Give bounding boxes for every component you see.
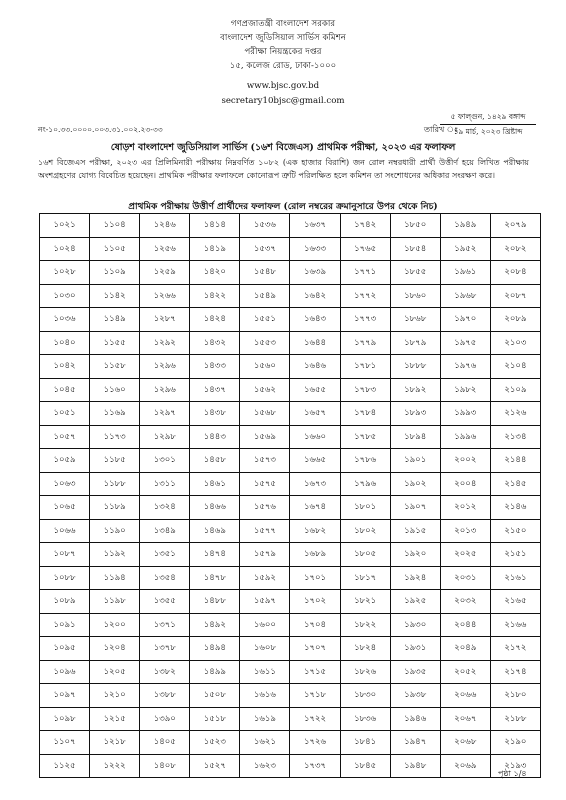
roll-number-cell: ১০২৪: [40, 237, 90, 261]
roll-number-cell: ১৩৪৯: [140, 519, 190, 543]
roll-number-cell: ১৯০২: [390, 472, 440, 496]
roll-number-cell: ১০৮৯: [40, 590, 90, 614]
roll-number-cell: ১৪৬৬: [190, 496, 240, 520]
roll-number-cell: ১৮৩৬: [340, 707, 390, 731]
table-row: [40, 355, 541, 379]
roll-number-cell: ১৬০৮: [240, 637, 290, 661]
roll-number-cell: ১৯৩০: [390, 613, 440, 637]
roll-number-cell: ১৮২১: [340, 590, 390, 614]
roll-number-cell: ২১৫০: [490, 519, 540, 543]
roll-number-cell: ১০৬৩: [40, 472, 90, 496]
roll-number-cell: ১৭০৪: [290, 613, 340, 637]
roll-number-cell: ১১৯৪: [90, 566, 140, 590]
roll-number-cell: ২১৩৪: [490, 425, 540, 449]
roll-number-cell: ১৭৯৬: [340, 472, 390, 496]
table-row: [40, 261, 541, 285]
roll-number-cell: ২১০৯: [490, 378, 540, 402]
roll-number-cell: ১৮৭৯: [390, 331, 440, 355]
roll-number-cell: ১৭০২: [290, 590, 340, 614]
roll-number-cell: ১৫১৮: [190, 707, 240, 731]
roll-number-cell: ১৯৭৬: [440, 355, 490, 379]
roll-number-cell: ১০৮৮: [40, 566, 90, 590]
table-row: [40, 449, 541, 473]
roll-number-cell: ১৯৫২: [440, 237, 490, 261]
table-caption: প্রাথমিক পরীক্ষায় উত্তীর্ণ প্রার্থীদের ফলাফল (রোল নম্বরের ক্রমানুসারে উপর থেকে নিচ): [128, 202, 438, 212]
roll-number-cell: ১৯৯৩: [440, 402, 490, 426]
roll-number-cell: ১৪৬১: [190, 472, 240, 496]
roll-number-cell: ২১৬৫: [490, 590, 540, 614]
roll-number-cell: ২০৮৭: [490, 284, 540, 308]
roll-number-cell: ১৭৬৫: [340, 237, 390, 261]
roll-number-cell: ১৩৮৮: [140, 684, 190, 708]
roll-number-cell: ২১০৩: [490, 331, 540, 355]
roll-number-cell: ১২১০: [90, 684, 140, 708]
roll-number-cell: ১১৪৯: [90, 308, 140, 332]
roll-number-cell: ১৮৪১: [340, 731, 390, 755]
roll-number-cell: ২০৬৭: [440, 707, 490, 731]
roll-number-cell: ১৫৩৭: [240, 237, 290, 261]
roll-number-cell: ১১২৫: [40, 754, 90, 778]
roll-number-cell: ১৯২৪: [390, 566, 440, 590]
roll-number-cell: ১২২২: [90, 754, 140, 778]
roll-number-cell: ১৪৯২: [190, 613, 240, 637]
table-row: [40, 707, 541, 731]
email-text: secretary10bjsc@gmail.com: [221, 96, 345, 106]
roll-number-cell: ১১৮৯: [90, 496, 140, 520]
roll-number-cell: ২১৯৩: [490, 754, 540, 778]
roll-number-cell: ২১৪৪: [490, 449, 540, 473]
roll-number-cell: ১৬৬৫: [290, 449, 340, 473]
roll-number-cell: ১৪৫৮: [190, 449, 240, 473]
roll-number-cell: ১৪৩৮: [190, 402, 240, 426]
table-row: [40, 284, 541, 308]
roll-number-cell: ১০২৮: [40, 261, 90, 285]
roll-number-cell: ১২৬৬: [140, 284, 190, 308]
table-row: [40, 237, 541, 261]
roll-number-cell: ১০৯৮: [40, 707, 90, 731]
roll-number-cell: ১২০৫: [90, 660, 140, 684]
roll-number-cell: ১৪২৪: [190, 308, 240, 332]
roll-number-cell: ১৬১৬: [240, 684, 290, 708]
roll-number-cell: ১৮৫৪: [390, 237, 440, 261]
roll-number-cell: ১২১৮: [90, 731, 140, 755]
roll-number-cell: ২১৬১: [490, 566, 540, 590]
table-row: [40, 731, 541, 755]
roll-number-cell: ১০৫৯: [40, 449, 90, 473]
roll-number-cell: ১৬৩৭: [290, 214, 340, 238]
roll-number-cell: ১৬৪৩: [290, 308, 340, 332]
roll-number-cell: ১০৮৭: [40, 543, 90, 567]
roll-number-cell: ১১০৫: [90, 237, 140, 261]
roll-number-cell: ১০৯৭: [40, 684, 90, 708]
roll-number-cell: ১৯২৫: [390, 590, 440, 614]
notice-paragraph: ১৬শ বিজেএস পরীক্ষা, ২০২৩ এর প্রিলিমিনারী পরীক্ষায় নিম্নবর্ণিত ১০৮২ (এক হাজার বিরাশি) জন রোল নম্বরধারী প্রার্থী উত্তীর্ণ হয়ে লিখিত পরীক্ষায় অংশগ্রহণের যোগ্য বিবেচিত হয়েছেন। প্রাথমিক পরীক্ষার ফলাফলে কোনোরূপ ত্রুটি পরিলক্ষিত হলে কমিশন তা সংশোধনের অধিকার সংরক্ষণ করে।: [38, 158, 529, 180]
table-row: [40, 566, 541, 590]
roll-number-cell: ১৫৯২: [240, 566, 290, 590]
roll-number-cell: ১৮০১: [340, 496, 390, 520]
roll-number-cell: ১৫৭৩: [240, 449, 290, 473]
roll-number-cell: ১৫২৩: [190, 731, 240, 755]
roll-number-cell: ২০৪৯: [440, 637, 490, 661]
roll-number-cell: ১৯৪৬: [390, 707, 440, 731]
roll-number-cell: ২০৮৪: [490, 261, 540, 285]
roll-number-cell: ২০১৩: [440, 519, 490, 543]
roll-number-cell: ১৪৩৭: [190, 378, 240, 402]
table-row: [40, 684, 541, 708]
roll-number-cell: ১৪৯৪: [190, 637, 240, 661]
roll-number-cell: ১৭৭৯: [340, 331, 390, 355]
roll-number-cell: ১৩৭১: [140, 613, 190, 637]
roll-number-cell: ১৬১৯: [240, 707, 290, 731]
roll-number-cell: ২১৮৮: [490, 707, 540, 731]
roll-number-cell: ১৬২৩: [240, 754, 290, 778]
roll-number-cell: ২১০৪: [490, 355, 540, 379]
roll-number-cell: ১২৮৭: [140, 308, 190, 332]
roll-number-cell: ১০৬৬: [40, 519, 90, 543]
roll-number-cell: ১৬৭৪: [290, 496, 340, 520]
roll-number-cell: ১৯৩৫: [390, 660, 440, 684]
roll-number-cell: ১০৩০: [40, 284, 90, 308]
roll-number-cell: ১৮৫০: [390, 214, 440, 238]
roll-number-cell: ১৫৭৫: [240, 472, 290, 496]
table-row: [40, 402, 541, 426]
roll-number-cell: ১৯০১: [390, 449, 440, 473]
table-row: [40, 543, 541, 567]
roll-number-cell: ১৪২২: [190, 284, 240, 308]
roll-number-cell: ১২৯৬: [140, 355, 190, 379]
roll-number-cell: ১৪০৫: [140, 731, 190, 755]
roll-number-cell: ১৬৬০: [290, 425, 340, 449]
roll-number-cell: ১৯৯৬: [440, 425, 490, 449]
website-text: www.bjsc.gov.bd: [246, 81, 320, 91]
table-row: [40, 519, 541, 543]
roll-number-cell: ১১৫৫: [90, 331, 140, 355]
roll-number-cell: ১০৬৫: [40, 496, 90, 520]
roll-number-cell: ১৩২৪: [140, 496, 190, 520]
roll-number-cell: ১২৯৭: [140, 402, 190, 426]
roll-number-cell: ১২৫৯: [140, 261, 190, 285]
roll-number-cell: ১৩৫৫: [140, 590, 190, 614]
roll-number-cell: ১৭৭১: [340, 261, 390, 285]
roll-number-cell: ১৭৩৭: [290, 754, 340, 778]
header-line-4: ১৫, কলেজ রোড, ঢাকা-১০০০: [229, 61, 337, 71]
date-block: [440, 110, 536, 139]
roll-number-cell: ১১৮৫: [90, 449, 140, 473]
roll-number-cell: ১৭০১: [290, 566, 340, 590]
table-row: [40, 637, 541, 661]
header-line-1: গণপ্রজাতন্ত্রী বাংলাদেশ সরকার: [230, 19, 336, 29]
roll-number-cell: ১২৯২: [140, 331, 190, 355]
roll-number-cell: ১৬৪৬: [290, 355, 340, 379]
header-line-2: বাংলাদেশ জুডিসিয়াল সার্ভিস কমিশন: [220, 33, 346, 43]
roll-number-cell: ১০৯৬: [40, 660, 90, 684]
roll-number-cell: ১৩৯০: [140, 707, 190, 731]
table-row: [40, 214, 541, 238]
roll-number-cell: ১০৯৫: [40, 637, 90, 661]
roll-number-cell: ১০৫১: [40, 402, 90, 426]
roll-number-cell: ১৫৫৩: [240, 331, 290, 355]
roll-number-cell: ১১৬০: [90, 378, 140, 402]
roll-number-cell: ১৮২৬: [340, 660, 390, 684]
roll-number-cell: ১৩৮২: [140, 660, 190, 684]
roll-number-cell: ১৮৩০: [340, 684, 390, 708]
roll-number-cell: ১১৯০: [90, 519, 140, 543]
roll-number-cell: ১৯৪৯: [440, 214, 490, 238]
roll-number-cell: ১৪০৮: [140, 754, 190, 778]
roll-number-cell: ১৯২০: [390, 543, 440, 567]
roll-number-cell: ২০৮৯: [490, 308, 540, 332]
roll-number-cell: ১৪১৯: [190, 237, 240, 261]
roll-number-cell: ২০৭৯: [490, 214, 540, 238]
roll-number-cell: ২১৫১: [490, 543, 540, 567]
roll-number-cell: ১৯৩৮: [390, 684, 440, 708]
roll-number-cell: ২১৭৪: [490, 660, 540, 684]
roll-number-cell: ১৮৬৮: [390, 308, 440, 332]
roll-number-cell: ১৯১৫: [390, 519, 440, 543]
table-row: [40, 308, 541, 332]
roll-number-cell: ১৮৪৫: [340, 754, 390, 778]
roll-number-cell: ২০৩২: [440, 590, 490, 614]
roll-number-cell: ১৮৫৫: [390, 261, 440, 285]
header-line-3: পরীক্ষা নিয়ন্ত্রকের দপ্তর: [244, 47, 322, 57]
roll-number-cell: ১২০৪: [90, 637, 140, 661]
roll-number-cell: ১৫৬৯: [240, 425, 290, 449]
roll-number-cell: ১৪১৪: [190, 214, 240, 238]
roll-number-cell: ১৪৩২: [190, 331, 240, 355]
roll-number-cell: ১৭৮৪: [340, 402, 390, 426]
roll-number-cell: ১৭৭৩: [340, 308, 390, 332]
roll-number-cell: ১৬৪২: [290, 284, 340, 308]
roll-number-cell: ১৮২২: [340, 613, 390, 637]
roll-number-cell: ১৯৭০: [440, 308, 490, 332]
results-table-body: [40, 214, 541, 778]
roll-number-cell: ১৫৪৮: [240, 261, 290, 285]
roll-number-cell: ২০০২: [440, 449, 490, 473]
date-label: তারিখ ঃ: [424, 125, 459, 134]
roll-number-cell: ১৮৮৮: [390, 355, 440, 379]
roll-number-cell: ১২০০: [90, 613, 140, 637]
roll-number-cell: ১৯৬৮: [440, 284, 490, 308]
roll-number-cell: ১০২১: [40, 214, 90, 238]
roll-number-cell: ১৭৮১: [340, 355, 390, 379]
roll-number-cell: ১৭৮৩: [340, 378, 390, 402]
roll-number-cell: ১৯৭৫: [440, 331, 490, 355]
roll-number-cell: ১৫৭৬: [240, 496, 290, 520]
roll-number-cell: ১৮২৪: [340, 637, 390, 661]
roll-number-cell: ১৭৮৬: [340, 449, 390, 473]
result-title: ষোড়শ বাংলাদেশ জুডিসিয়াল সার্ভিস (১৬শ বিজেএস) প্রাথমিক পরীক্ষা, ২০২৩ এর ফলাফল: [110, 142, 456, 153]
roll-number-cell: ১৬৮২: [290, 519, 340, 543]
roll-number-cell: ১৮০৫: [340, 543, 390, 567]
roll-number-cell: ১৭১৫: [290, 660, 340, 684]
roll-number-cell: ১৪৬৯: [190, 519, 240, 543]
roll-number-cell: ১৮০২: [340, 519, 390, 543]
results-table: [39, 213, 541, 778]
roll-number-cell: ১৬৫৫: [290, 378, 340, 402]
roll-number-cell: ১৭১৮: [290, 684, 340, 708]
roll-number-cell: ১৫৭৭: [240, 519, 290, 543]
roll-number-cell: ২১৬৬: [490, 613, 540, 637]
roll-number-cell: ১৫৩৬: [240, 214, 290, 238]
date-bangla: ৫ ফাল্গুন, ১৪২৯ বঙ্গাব্দ: [440, 110, 536, 125]
roll-number-cell: ১০৩৬: [40, 308, 90, 332]
roll-number-cell: ১৭২২: [290, 707, 340, 731]
roll-number-cell: ১৫৬০: [240, 355, 290, 379]
roll-number-cell: ১২১৫: [90, 707, 140, 731]
roll-number-cell: ১৬৭৩: [290, 472, 340, 496]
table-row: [40, 425, 541, 449]
roll-number-cell: ১০৪০: [40, 331, 90, 355]
roll-number-cell: ১৯৮২: [440, 378, 490, 402]
page-number: পৃষ্ঠা ১/৪: [498, 769, 527, 778]
roll-number-cell: ১৭৭২: [340, 284, 390, 308]
roll-number-cell: ১৮৯৪: [390, 425, 440, 449]
roll-number-cell: ১৬১১: [240, 660, 290, 684]
roll-number-cell: ১৩৭৮: [140, 637, 190, 661]
table-row: [40, 496, 541, 520]
roll-number-cell: ২১২৬: [490, 402, 540, 426]
reference-number: নং-১০.৩৩.০০০০.০০৩.৩১.০০২.২৩-৩৩: [38, 125, 163, 134]
roll-number-cell: ১৫২৭: [190, 754, 240, 778]
roll-number-cell: ২০৬৯: [440, 754, 490, 778]
roll-number-cell: ১১৭৩: [90, 425, 140, 449]
table-row: [40, 378, 541, 402]
table-row: [40, 754, 541, 778]
roll-number-cell: ১০৪৫: [40, 378, 90, 402]
roll-number-cell: ১৫৯৭: [240, 590, 290, 614]
roll-number-cell: ১৬৫৭: [290, 402, 340, 426]
roll-number-cell: ১৯৩১: [390, 637, 440, 661]
roll-number-cell: ১৫৭৯: [240, 543, 290, 567]
roll-number-cell: ১১০৪: [90, 214, 140, 238]
roll-number-cell: ১৬২১: [240, 731, 290, 755]
roll-number-cell: ২০৬৮: [440, 731, 490, 755]
roll-number-cell: ১৭৪২: [340, 214, 390, 238]
table-row: [40, 660, 541, 684]
roll-number-cell: ১৬৪৪: [290, 331, 340, 355]
roll-number-cell: ১৭২৬: [290, 731, 340, 755]
roll-number-cell: ১১৮৮: [90, 472, 140, 496]
roll-number-cell: ১৮৯৩: [390, 402, 440, 426]
table-row: [40, 331, 541, 355]
roll-number-cell: ১২৪৬: [140, 214, 190, 238]
roll-number-cell: ১১৫৮: [90, 355, 140, 379]
roll-number-cell: ১১৯৮: [90, 590, 140, 614]
roll-number-cell: ১৯০৭: [390, 496, 440, 520]
roll-number-cell: ১১৯২: [90, 543, 140, 567]
table-row: [40, 590, 541, 614]
roll-number-cell: ১৪৪৩: [190, 425, 240, 449]
roll-number-cell: ১৮৯২: [390, 378, 440, 402]
roll-number-cell: ২০১২: [440, 496, 490, 520]
roll-number-cell: ১৯৪৮: [390, 754, 440, 778]
roll-number-cell: ১৪৯৯: [190, 660, 240, 684]
roll-number-cell: ১৫৬২: [240, 378, 290, 402]
roll-number-cell: ১০৯১: [40, 613, 90, 637]
table-row: [40, 472, 541, 496]
roll-number-cell: ১৭০৭: [290, 637, 340, 661]
roll-number-cell: ২০৩১: [440, 566, 490, 590]
roll-number-cell: ১৭৮৫: [340, 425, 390, 449]
roll-number-cell: ১৯৬১: [440, 261, 490, 285]
roll-number-cell: ১৮৬০: [390, 284, 440, 308]
roll-number-cell: ১৬৩৯: [290, 261, 340, 285]
roll-number-cell: ১১৬৯: [90, 402, 140, 426]
roll-number-cell: ১৪৮৮: [190, 590, 240, 614]
roll-number-cell: ১৫৪৯: [240, 284, 290, 308]
roll-number-cell: ২১৮০: [490, 684, 540, 708]
roll-number-cell: ২১৪৬: [490, 496, 540, 520]
roll-number-cell: ১৫৬৮: [240, 402, 290, 426]
date-gregorian: ১৯ মার্চ, ২০২৩ খ্রিষ্টাব্দ: [453, 127, 523, 136]
roll-number-cell: ১১৪২: [90, 284, 140, 308]
roll-number-cell: ২০৪৪: [440, 613, 490, 637]
roll-number-cell: ১২৯৬: [140, 378, 190, 402]
roll-number-cell: ১২৫৬: [140, 237, 190, 261]
roll-number-cell: ১৫০৮: [190, 684, 240, 708]
roll-number-cell: ২০২৫: [440, 543, 490, 567]
roll-number-cell: ২০৮২: [490, 237, 540, 261]
roll-number-cell: ১৩১১: [140, 472, 190, 496]
roll-number-cell: ১১০৭: [40, 731, 90, 755]
roll-number-cell: ১২৯৮: [140, 425, 190, 449]
roll-number-cell: ১১০৯: [90, 261, 140, 285]
roll-number-cell: ২০০৪: [440, 472, 490, 496]
roll-number-cell: ১৮১৭: [340, 566, 390, 590]
roll-number-cell: ২১৭২: [490, 637, 540, 661]
roll-number-cell: ১০৫৭: [40, 425, 90, 449]
roll-number-cell: ২১৪৫: [490, 472, 540, 496]
roll-number-cell: ১৬৩৩: [290, 237, 340, 261]
roll-number-cell: ১৬৮৯: [290, 543, 340, 567]
table-row: [40, 613, 541, 637]
roll-number-cell: ১০৪২: [40, 355, 90, 379]
roll-number-cell: ১৪২০: [190, 261, 240, 285]
roll-number-cell: ১৩৫৪: [140, 566, 190, 590]
roll-number-cell: ২০৫২: [440, 660, 490, 684]
roll-number-cell: ১৪৭৪: [190, 543, 240, 567]
roll-number-cell: ১৫৫১: [240, 308, 290, 332]
roll-number-cell: ১৪৭৮: [190, 566, 240, 590]
roll-number-cell: ২০৬৬: [440, 684, 490, 708]
roll-number-cell: ১৯৪৭: [390, 731, 440, 755]
roll-number-cell: ১৬০০: [240, 613, 290, 637]
roll-number-cell: ১৪৩৩: [190, 355, 240, 379]
roll-number-cell: ২১৯০: [490, 731, 540, 755]
roll-number-cell: ১৩৫১: [140, 543, 190, 567]
roll-number-cell: ১৩০১: [140, 449, 190, 473]
